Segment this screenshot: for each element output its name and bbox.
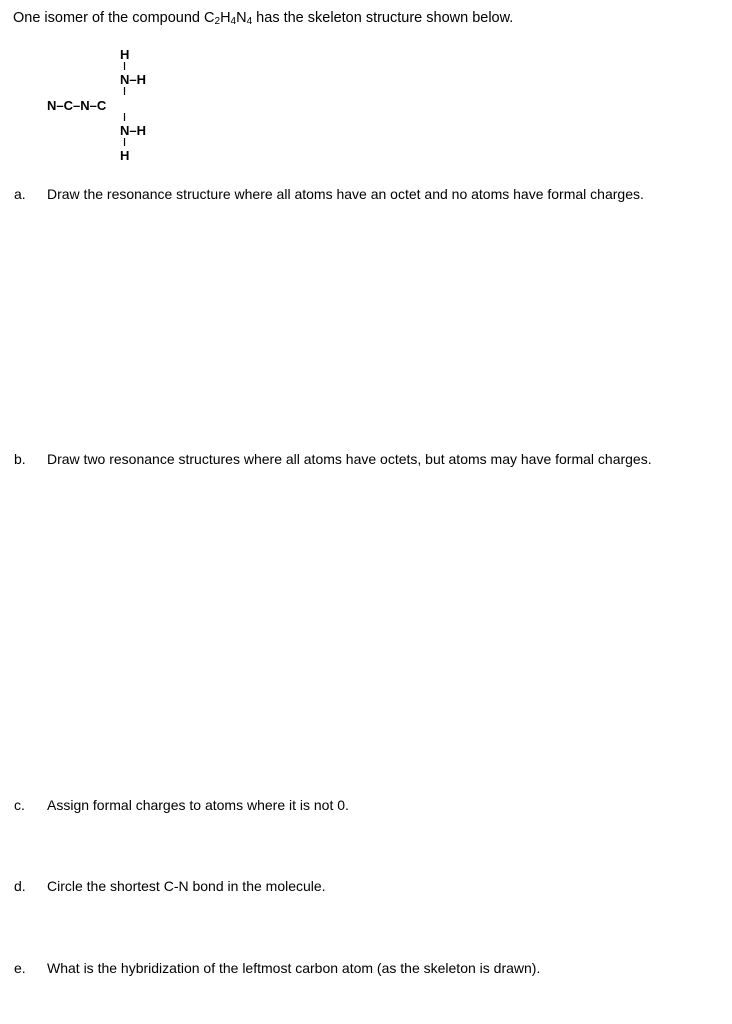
question-b bbox=[0, 451, 732, 473]
question-c bbox=[0, 797, 732, 819]
question-letter: e. bbox=[14, 960, 26, 976]
question-text: Circle the shortest C-N bond in the molecule. bbox=[47, 878, 326, 894]
intro-before: One isomer of the compound C bbox=[13, 10, 215, 26]
question-text: Draw two resonance structures where all atoms have octets, but atoms may have formal charges. bbox=[47, 451, 652, 467]
skeleton-structure bbox=[40, 44, 180, 174]
intro-subscript-c: 2 bbox=[214, 16, 221, 27]
question-text: Draw the resonance structure where all atoms have an octet and no atoms have formal charges. bbox=[47, 186, 644, 202]
question-e bbox=[0, 960, 732, 982]
question-text: What is the hybridization of the leftmost carbon atom (as the skeleton is drawn). bbox=[47, 960, 541, 976]
skeleton-bottom-h: H bbox=[120, 148, 130, 163]
intro-h: H bbox=[220, 10, 231, 26]
question-letter: a. bbox=[14, 186, 26, 202]
question-d bbox=[0, 878, 732, 900]
skeleton-chain: N–C–N–C bbox=[47, 98, 107, 113]
intro-after: has the skeleton structure shown below. bbox=[252, 10, 514, 26]
question-letter: d. bbox=[14, 878, 26, 894]
question-letter: b. bbox=[14, 451, 26, 467]
intro-subscript-h: 4 bbox=[230, 16, 237, 27]
skeleton-top-h: H bbox=[120, 47, 130, 62]
skeleton-upper-nh: N–H bbox=[120, 72, 147, 87]
intro-sentence bbox=[13, 10, 513, 27]
question-a bbox=[0, 186, 732, 208]
question-letter: c. bbox=[14, 797, 25, 813]
intro-subscript-n: 4 bbox=[246, 16, 253, 27]
question-text: Assign formal charges to atoms where it is not 0. bbox=[47, 797, 349, 813]
intro-n: N bbox=[236, 10, 247, 26]
skeleton-lower-nh: N–H bbox=[120, 123, 147, 138]
